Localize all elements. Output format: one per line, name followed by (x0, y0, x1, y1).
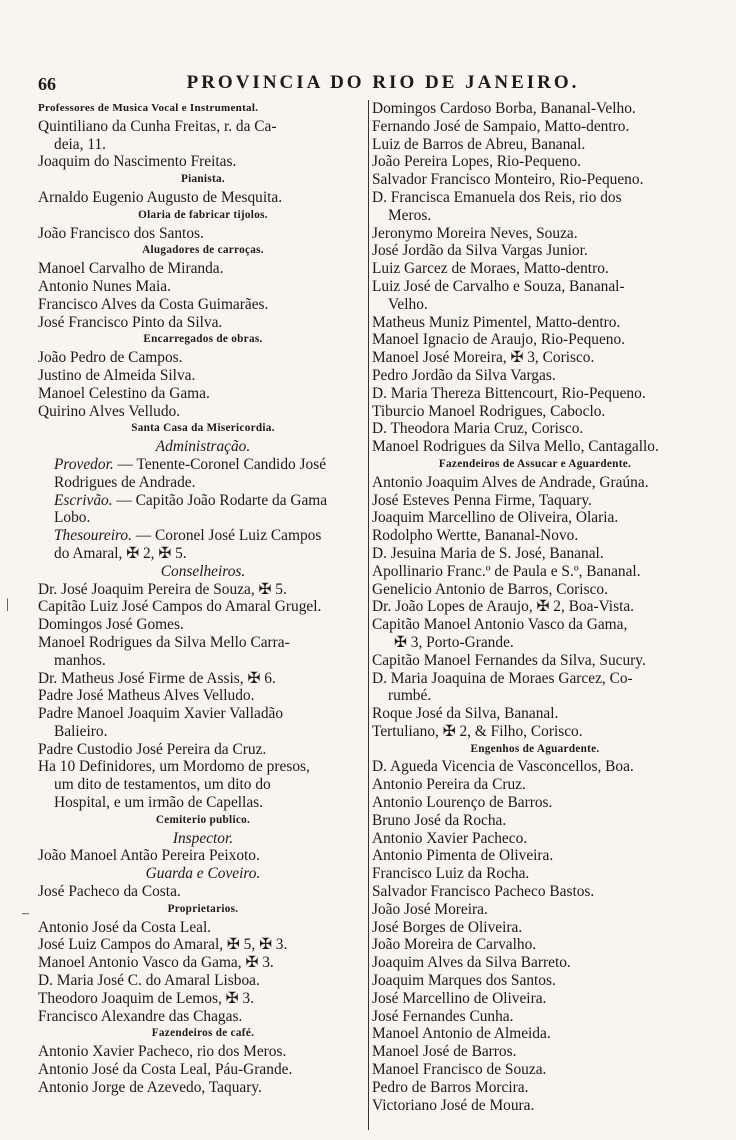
entry-line: Balieiro. (54, 722, 108, 740)
entry-line: Velho. (388, 295, 428, 313)
entry-line: Francisco Alves da Costa Guimarães. (38, 295, 269, 313)
section-heading: Proprietarios. (167, 902, 239, 915)
entry-line: Manoel Antonio Vasco da Gama, ✠ 3. (38, 954, 274, 972)
column-divider (368, 100, 369, 1130)
entry-line: Manoel Antonio de Almeida. (372, 1025, 551, 1043)
entry-line: Roque José da Silva, Bananal. (372, 705, 559, 723)
section-heading: Olaria de fabricar tijolos. (138, 208, 268, 221)
entry-line: José Pacheco da Costa. (38, 883, 181, 901)
entry-line: Antonio Pimenta de Oliveira. (372, 847, 554, 865)
entry-line: Domingos Cardoso Borba, Bananal-Velho. (372, 100, 636, 117)
entry-line: Francisco Luiz da Rocha. (372, 865, 530, 883)
entry-line: Joaquim do Nascimento Freitas. (38, 153, 237, 171)
entry-line: Bruno José da Rocha. (372, 811, 507, 829)
page-number: 66 (38, 74, 56, 94)
entry-line: Pedro de Barros Morcira. (372, 1078, 529, 1096)
entry-line: Antonio José da Costa Leal. (38, 918, 212, 936)
entry-line: Manoel Rodrigues da Silva Mello, Cantagallo. (372, 438, 659, 456)
entry-line: Quirino Alves Velludo. (38, 402, 181, 420)
entry-line: Capitão Manoel Fernandes da Silva, Sucury. (372, 651, 646, 669)
entry-line: D. Theodora Maria Cruz, Corisco. (372, 420, 584, 438)
entry-line: Antonio Xavier Pacheco. (372, 829, 528, 847)
entry-line: Manoel José Moreira, ✠ 3, Corisco. (372, 349, 595, 367)
entry-line: D. Maria José C. do Amaral Lisboa. (38, 972, 260, 990)
entry-line: Escrivão. — Capitão João Rodarte da Gama (54, 491, 328, 509)
entry-line: Manoel Francisco de Souza. (372, 1061, 547, 1079)
entry-line: Joaquim Marcellino de Oliveira, Olaria. (372, 509, 619, 527)
entry-line: Dr. João Lopes de Araujo, ✠ 2, Boa-Vista. (372, 598, 635, 616)
entry-line: Arnaldo Eugenio Augusto de Mesquita. (38, 188, 283, 206)
entry-line: Justino de Almeida Silva. (38, 366, 196, 384)
entry-line: Tertuliano, ✠ 2, & Filho, Corisco. (372, 722, 583, 740)
entry-line: Theodoro Joaquim de Lemos, ✠ 3. (38, 989, 254, 1007)
entry-line: rumbé. (388, 687, 432, 705)
entry-line: Apollinario Franc.º de Paula e S.º, Bananal. (372, 562, 641, 580)
entry-line: João Manoel Antão Pereira Peixoto. (38, 847, 260, 865)
section-heading: Pianista. (180, 173, 226, 186)
entry-line: Luiz de Barros de Abreu, Bananal. (372, 135, 586, 153)
entry-line: José Luiz Campos do Amaral, ✠ 5, ✠ 3. (38, 936, 288, 954)
entry-line: Domingos José Gomes. (38, 616, 184, 634)
entry-line: Antonio Lourenço de Barros. (372, 794, 553, 812)
entry-line: Joaquim Marques dos Santos. (372, 972, 556, 990)
entry-line: Antonio Joaquim Alves de Andrade, Graúna. (372, 473, 649, 491)
section-heading: Fazendeiros de café. (151, 1027, 255, 1040)
entry-line: Meros. (388, 206, 432, 224)
entry-line: Tiburcio Manoel Rodrigues, Caboclo. (372, 402, 606, 420)
entry-line: Antonio Pereira da Cruz. (372, 776, 526, 794)
entry-line: D. Agueda Vicencia de Vasconcellos, Boa. (372, 758, 634, 776)
entry-line: Capitão Manoel Antonio Vasco da Gama, (372, 616, 628, 634)
entry-line: Luiz Garcez de Moraes, Matto-dentro. (372, 260, 609, 278)
entry-line: João Moreira de Carvalho. (372, 936, 537, 954)
entry-line: Rodolpho Wertte, Bananal-Novo. (372, 527, 579, 545)
entry-line: Francisco Alexandre das Chagas. (38, 1007, 243, 1025)
entry-line: Lobo. (54, 509, 91, 527)
section-heading: Encarregados de obras. (143, 333, 263, 346)
entry-line: Capitão Luiz José Campos do Amaral Grugel. (38, 598, 322, 616)
entry-line: Dr. José Joaquim Pereira de Souza, ✠ 5. (38, 580, 287, 598)
margin-mark: – (22, 906, 29, 921)
entry-line: João Francisco dos Santos. (38, 224, 204, 242)
role-label: Thesoureiro. (54, 527, 132, 545)
entry-line: Dr. Matheus José Firme de Assis, ✠ 6. (38, 669, 276, 687)
role-label: Escrivão. (54, 491, 113, 509)
entry-line: Matheus Muniz Pimentel, Matto-dentro. (372, 313, 621, 331)
entry-line: Manoel José de Barros. (372, 1043, 517, 1061)
entry-line: Victoriano José de Moura. (372, 1096, 535, 1114)
entry-line: Manoel Rodrigues da Silva Mello Carra- (38, 633, 290, 651)
entry-line: D. Maria Joaquina de Moraes Garcez, Co- (372, 669, 633, 687)
entry-line: José Marcellino de Oliveira. (372, 989, 547, 1007)
section-heading: Cemiterio publico. (155, 813, 251, 826)
entry-line: Provedor. — Tenente-Coronel Candido José (54, 455, 327, 473)
entry-line: Manoel Celestino da Gama. (38, 384, 210, 402)
entry-line: Padre Manoel Joaquim Xavier Valladão (38, 705, 284, 723)
entry-line: Manoel Ignacio de Araujo, Rio-Pequeno. (372, 331, 626, 349)
entry-line: deia, 11. (54, 135, 106, 153)
page-header (0, 72, 736, 98)
section-heading: Fazendeiros de Assucar e Aguardente. (438, 457, 632, 470)
entry-line: João Pereira Lopes, Rio-Pequeno. (372, 153, 582, 171)
entry-line: Hospital, e um irmão de Capellas. (54, 794, 264, 812)
entry-line: Antonio Nunes Maia. (38, 277, 171, 295)
entry-line: D. Maria Thereza Bittencourt, Rio-Pequeno. (372, 384, 646, 402)
entry-line: um dito de testamentos, um dito do (54, 776, 271, 794)
page-title: PROVINCIA DO RIO DE JANEIRO. (186, 72, 580, 93)
subsection-heading: Guarda e Coveiro. (145, 865, 261, 883)
entry-line: José Borges de Oliveira. (372, 918, 523, 936)
entry-line: Pedro Jordão da Silva Vargas. (372, 366, 556, 384)
subsection-heading: Conselheiros. (160, 562, 246, 580)
left-column (38, 100, 368, 1097)
entry-line: D. Jesuina Maria de S. José, Bananal. (372, 544, 604, 562)
entry-line: José Fernandes Cunha. (372, 1007, 514, 1025)
entry-line: Thesoureiro. — Coronel José Luiz Campos (54, 527, 322, 545)
entry-line: do Amaral, ✠ 2, ✠ 5. (54, 544, 187, 562)
entry-line: Rodrigues de Andrade. (54, 473, 196, 491)
subsection-heading: Inspector. (172, 829, 234, 847)
entry-line: ✠ 3, Porto-Grande. (394, 633, 514, 651)
entry-line: Antonio José da Costa Leal, Páu-Grande. (38, 1061, 293, 1079)
entry-line: Joaquim Alves da Silva Barreto. (372, 954, 571, 972)
entry-line: Quintiliano da Cunha Freitas, r. da Ca- (38, 117, 277, 135)
margin-mark: | (6, 597, 9, 612)
entry-line: Antonio Xavier Pacheco, rio dos Meros. (38, 1043, 287, 1061)
entry-line: Manoel Carvalho de Miranda. (38, 260, 224, 278)
entry-line: Antonio Jorge de Azevedo, Taquary. (38, 1078, 262, 1096)
entry-line: José Francisco Pinto da Silva. (38, 313, 223, 331)
entry-line: Padre Custodio José Pereira da Cruz. (38, 740, 267, 758)
entry-line: Fernando José de Sampaio, Matto-dentro. (372, 117, 630, 135)
entry-line: Salvador Francisco Monteiro, Rio-Pequeno. (372, 171, 644, 189)
entry-line: Jeronymo Moreira Neves, Souza. (372, 224, 578, 242)
section-heading: Professores de Musica Vocal e Instrumental. (38, 102, 259, 114)
right-column (372, 100, 698, 1114)
entry-line: José Jordão da Silva Vargas Junior. (372, 242, 588, 260)
section-heading: Engenhos de Aguardente. (470, 742, 600, 755)
entry-line: Salvador Francisco Pacheco Bastos. (372, 883, 595, 901)
entry-line: Luiz José de Carvalho e Souza, Bananal- (372, 277, 625, 295)
entry-line: João Pedro de Campos. (38, 349, 183, 367)
subsection-heading: Administração. (155, 438, 251, 456)
entry-line: João José Moreira. (372, 900, 488, 918)
role-label: Provedor. (54, 455, 114, 473)
entry-line: manhos. (54, 651, 106, 669)
section-heading: Santa Casa da Misericordia. (131, 422, 275, 435)
entry-line: D. Francisca Emanuela dos Reis, rio dos (372, 188, 622, 206)
entry-line: Padre José Matheus Alves Velludo. (38, 687, 255, 705)
entry-line: Ha 10 Definidores, um Mordomo de presos, (38, 758, 310, 776)
entry-line: Genelicio Antonio de Barros, Corisco. (372, 580, 608, 598)
section-heading: Alugadores de carroças. (142, 244, 264, 257)
entry-line: José Esteves Penna Firme, Taquary. (372, 491, 592, 509)
